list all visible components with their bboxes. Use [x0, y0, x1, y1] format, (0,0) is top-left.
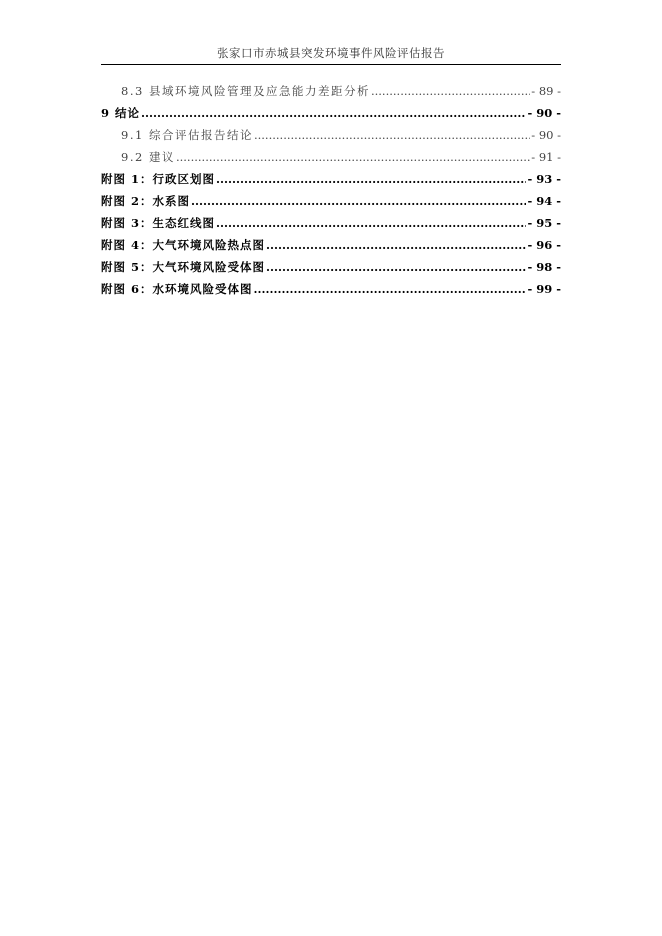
toc-entry-label: 9.2 建议: [121, 150, 175, 164]
toc-entry-label: 附图 6：水环境风险受体图: [101, 282, 253, 296]
toc-page-number: - 94 -: [527, 194, 561, 208]
toc-page-number: - 96 -: [527, 238, 561, 252]
toc-leader-dots: [371, 80, 530, 102]
toc-entry[interactable]: [101, 146, 561, 168]
toc-leader-dots: [266, 256, 526, 278]
toc-entry[interactable]: [101, 102, 561, 124]
toc-page-number: - 99 -: [527, 282, 561, 296]
toc-entry-label: 附图 4：大气环境风险热点图: [101, 238, 266, 252]
toc-entry[interactable]: [101, 168, 561, 190]
table-of-contents: [101, 80, 561, 300]
toc-page-number: - 90 -: [531, 128, 561, 142]
toc-entry[interactable]: [101, 212, 561, 234]
toc-leader-dots: [191, 190, 526, 212]
toc-leader-dots: [254, 124, 530, 146]
toc-page-number: - 95 -: [527, 216, 561, 230]
toc-entry-label: 9 结论: [101, 106, 141, 120]
toc-entry-label: 附图 2：水系图: [101, 194, 191, 208]
toc-entry[interactable]: [101, 234, 561, 256]
toc-entry[interactable]: [101, 278, 561, 300]
toc-leader-dots: [176, 146, 530, 168]
toc-page-number: - 90 -: [527, 106, 561, 120]
toc-entry[interactable]: [101, 80, 561, 102]
toc-page-number: - 93 -: [527, 172, 561, 186]
toc-entry[interactable]: [101, 190, 561, 212]
toc-page-number: - 89 -: [531, 84, 561, 98]
toc-entry[interactable]: [101, 124, 561, 146]
toc-entry-label: 9.1 综合评估报告结论: [121, 128, 253, 142]
toc-entry-label: 附图 1：行政区划图: [101, 172, 216, 186]
toc-entry-label: 附图 5：大气环境风险受体图: [101, 260, 266, 274]
toc-leader-dots: [254, 278, 527, 300]
toc-entry-label: 8.3 县域环境风险管理及应急能力差距分析: [121, 84, 370, 98]
header-divider: [101, 64, 561, 65]
toc-leader-dots: [216, 168, 526, 190]
toc-page-number: - 91 -: [531, 150, 561, 164]
toc-page-number: - 98 -: [527, 260, 561, 274]
toc-entry-label: 附图 3：生态红线图: [101, 216, 216, 230]
toc-leader-dots: [141, 102, 526, 124]
toc-leader-dots: [216, 212, 526, 234]
toc-leader-dots: [266, 234, 526, 256]
toc-entry[interactable]: [101, 256, 561, 278]
page-header: 张家口市赤城县突发环境事件风险评估报告: [217, 46, 445, 60]
